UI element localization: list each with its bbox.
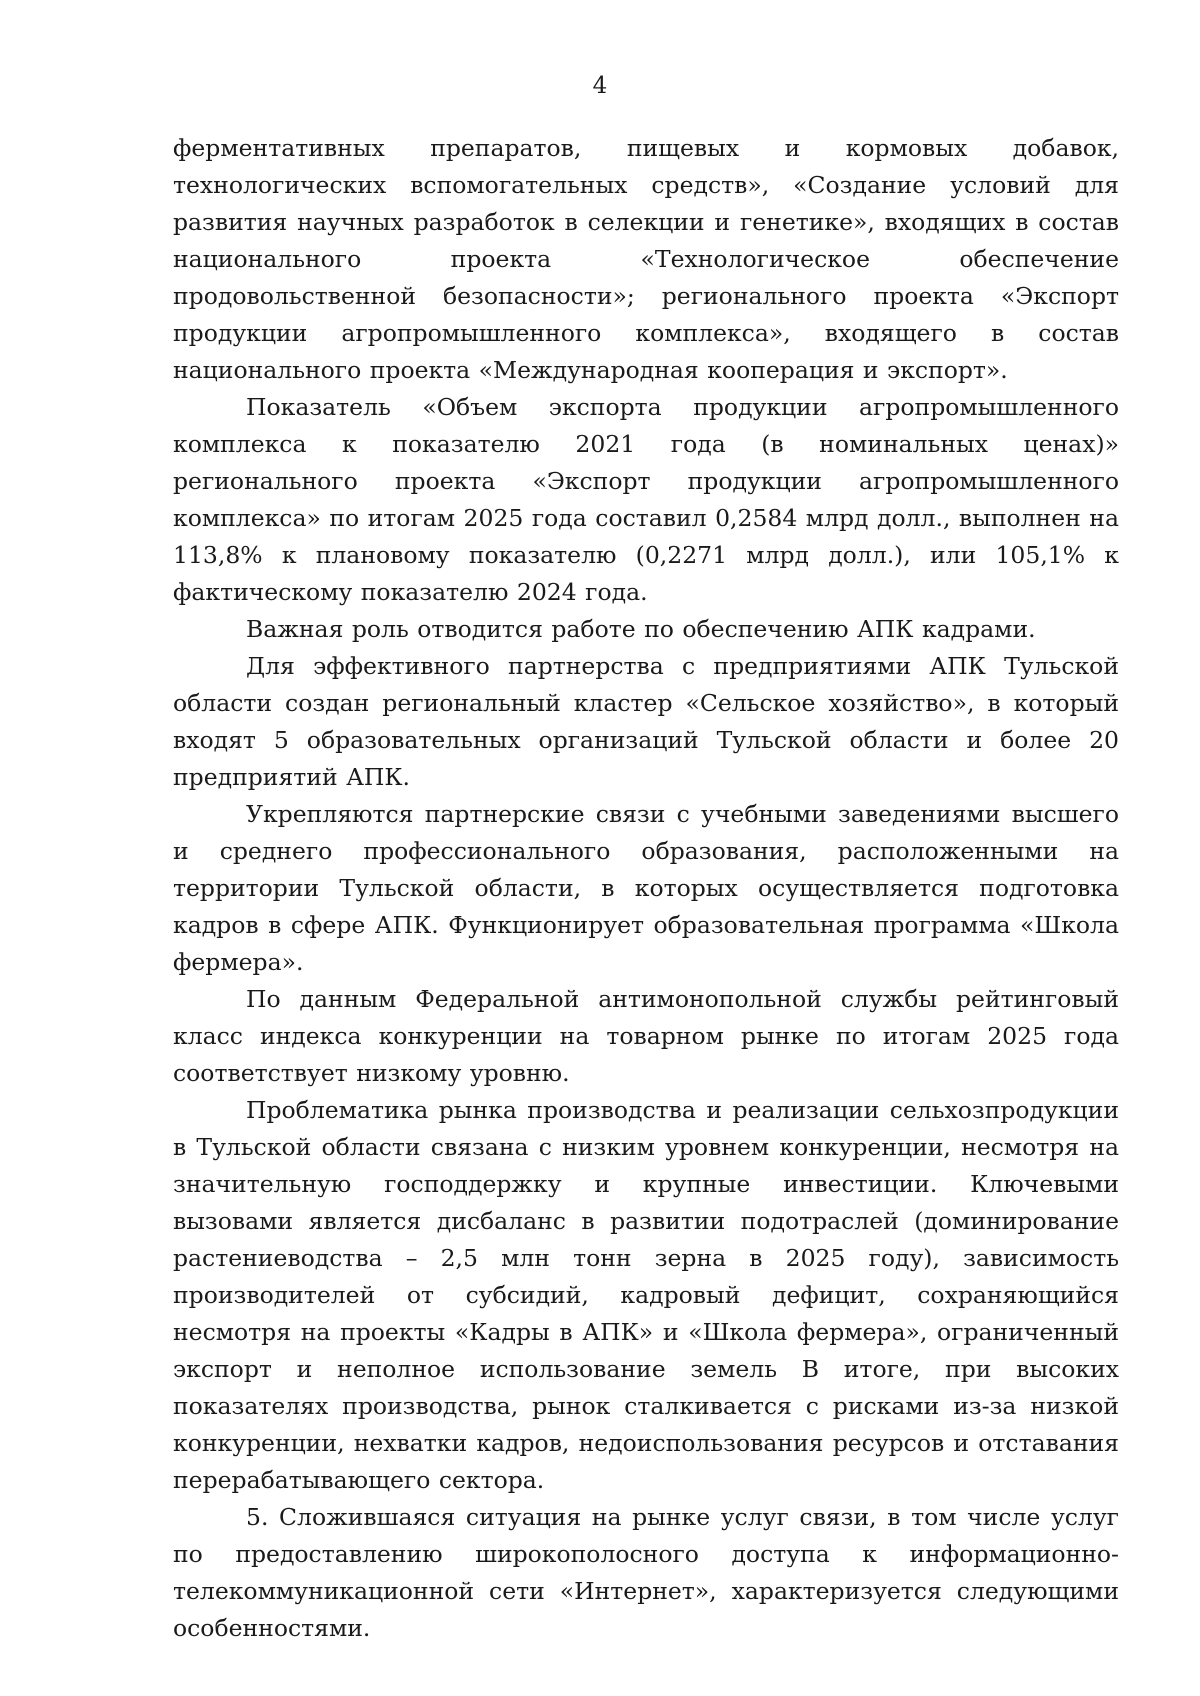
- paragraph-cluster: Для эффективного партнерства с предприятиями АПК Тульской области создан региональный кластер «Сельское хозяйство», в который входят 5 образовательных организаций Тульской области и более 20 предприятий АПК.: [173, 652, 1119, 791]
- page-number: 4: [592, 73, 608, 99]
- paragraph-partnerships: Укрепляются партнерские связи с учебными заведениями высшего и среднего профессионального образования, расположенными на территории Тульской области, в которых осуществляется подготовка кадров в сфере АПК. Функционирует образовательная программа «Школа фермера».: [173, 800, 1119, 976]
- paragraph-export-indicator: Показатель «Объем экспорта продукции агропромышленного комплекса к показателю 2021 года (в номинальных ценах)» регионального проекта «Экспорт продукции агропромышленного комплекса» по итогам 2025 года составил 0,2584 млрд долл., выполнен на 113,8% к плановому показателю (0,2271 млрд долл.), или 105,1% к фактическому показателю 2024 года.: [173, 393, 1119, 606]
- paragraph-telecom-market: 5. Сложившаяся ситуация на рынке услуг связи, в том числе услуг по предоставлению широкополосного доступа к информационно-телекоммуникационной сети «Интернет», характеризуется следующими особенностями.: [173, 1503, 1119, 1642]
- paragraph-continuation: ферментативных препаратов, пищевых и кормовых добавок, технологических вспомогательных средств», «Создание условий для развития научных разработок в селекции и генетике», входящих в состав национального проекта «Технологическое обеспечение продовольственной безопасности»; регионального проекта «Экспорт продукции агропромышленного комплекса», входящего в состав национального проекта «Международная кооперация и экспорт».: [173, 134, 1119, 384]
- paragraph-competition-index: По данным Федеральной антимонопольной службы рейтинговый класс индекса конкуренции на товарном рынке по итогам 2025 года соответствует низкому уровню.: [173, 985, 1119, 1087]
- document-body: [173, 130, 1119, 1647]
- paragraph-staffing-role: Важная роль отводится работе по обеспечению АПК кадрами.: [246, 615, 1036, 643]
- paragraph-market-problems: Проблематика рынка производства и реализации сельхозпродукции в Тульской области связана с низким уровнем конкуренции, несмотря на значительную господдержку и крупные инвестиции. Ключевыми вызовами является дисбаланс в развитии подотраслей (доминирование растениеводства – 2,5 млн тонн зерна в 2025 году), зависимость производителей от субсидий, кадровый дефицит, сохраняющийся несмотря на проекты «Кадры в АПК» и «Школа фермера», ограниченный экспорт и неполное использование земель В итоге, при высоких показателях производства, рынок сталкивается с рисками из-за низкой конкуренции, нехватки кадров, недоиспользования ресурсов и отставания перерабатывающего сектора.: [173, 1096, 1119, 1494]
